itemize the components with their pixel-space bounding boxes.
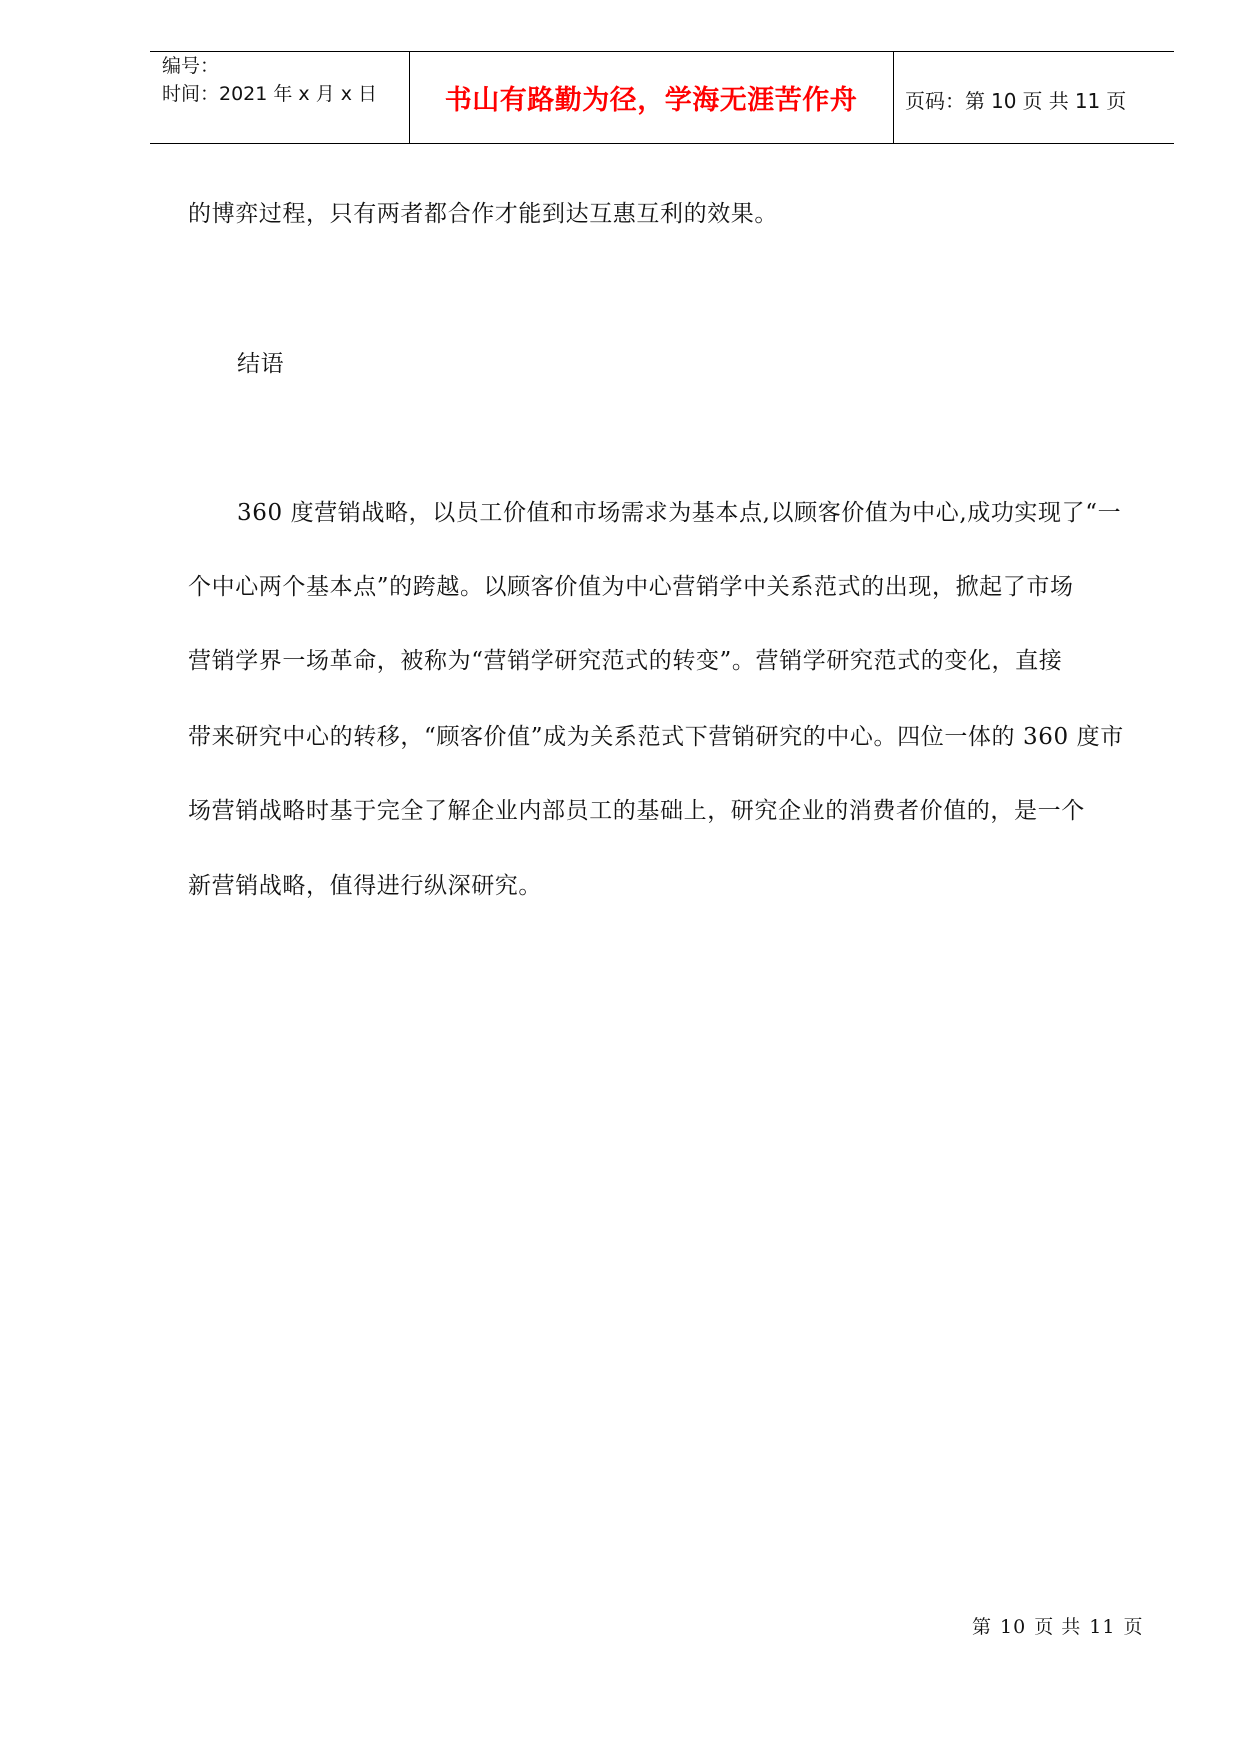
footer-current-page: 10 — [1000, 1616, 1027, 1638]
header-page-mid: 页 共 — [1022, 89, 1069, 113]
footer-suffix: 页 — [1123, 1616, 1144, 1638]
paragraph-line: 个中心两个基本点”的跨越。以顾客价值为中心营销学中关系范式的出现，掀起了市场 — [188, 574, 1074, 600]
section-heading-conclusion: 结语 — [237, 351, 285, 377]
header-page-prefix: 页码：第 — [905, 89, 985, 113]
header-page-total: 11 — [1074, 89, 1101, 113]
paragraph-line: 营销学界一场革命，被称为“营销学研究范式的转变”。营销学研究范式的变化，直接 — [188, 648, 1063, 674]
header-bottom-rule — [150, 143, 1174, 144]
footer-page-number — [972, 1612, 1151, 1639]
footer-mid: 页 共 — [1034, 1616, 1082, 1638]
header-motto: 书山有路勤为径，学海无涯苦作舟 — [444, 85, 858, 116]
header-page-indicator — [905, 85, 1132, 114]
paragraph-line: 新营销战略，值得进行纵深研究。 — [188, 873, 542, 899]
paragraph-line: 带来研究中心的转移，“顾客价值”成为关系范式下营销研究的中心。四位一体的 360 度市 — [188, 724, 1124, 750]
header-divider-right — [893, 51, 894, 144]
paragraph-line: 的博弈过程，只有两者都合作才能到达互惠互利的效果。 — [188, 201, 778, 227]
footer-prefix: 第 — [972, 1616, 993, 1638]
header-meta — [162, 52, 377, 108]
header-page-suffix: 页 — [1106, 89, 1127, 113]
header-page-current: 10 — [991, 89, 1017, 113]
date-label: 时间：2021 年 x 月 x 日 — [162, 83, 378, 105]
paragraph-line: 360 度营销战略，以员工价值和市场需求为基本点,以顾客价值为中心,成功实现了“一 — [237, 500, 1122, 526]
footer-total-pages: 11 — [1089, 1616, 1116, 1638]
paragraph-line: 场营销战略时基于完全了解企业内部员工的基础上，研究企业的消费者价值的，是一个 — [188, 798, 1085, 824]
serial-number-label: 编号： — [162, 55, 220, 77]
